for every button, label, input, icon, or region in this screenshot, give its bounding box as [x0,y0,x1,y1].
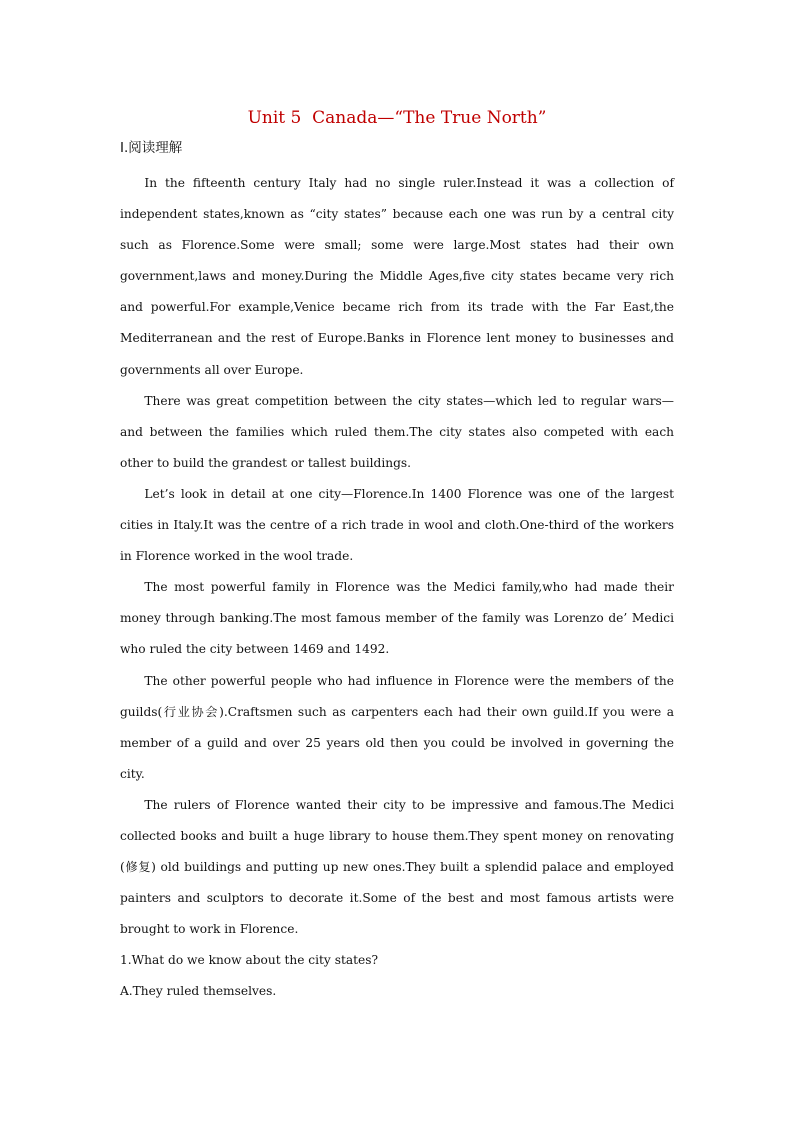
passage-paragraph-1: In the fifteenth century Italy had no single ruler.Instead it was a collection of independent states,known as “city states” because each one was run by a central city such as Florence.Some were small; some were large.Most states had their own government,laws and money.During the Middle Ages,five city states became very rich and powerful.For example,Venice became rich from its trade with the Far East,the Mediterranean and the rest of Europe.Banks in Florence lent money to businesses and governments all over Europe. [120,176,674,377]
answer-option-a: A.They ruled themselves. [120,984,277,999]
passage-paragraph-4: The most powerful family in Florence was the Medici family,who had made their money through banking.The most famous member of the family was Lorenzo de’ Medici who ruled the city between 1469 and 1492. [120,580,674,657]
passage-paragraph-2: There was great competition between the city states—which led to regular wars—and between the families which ruled them.The city states also competed with each other to build the grandest or tallest buildings. [120,393,674,470]
document-title: Unit 5 Canada—“The True North” [247,108,547,128]
section-heading: Ⅰ.阅读理解 [120,140,183,156]
document-page [120,104,674,1008]
passage-paragraph-6: The rulers of Florence wanted their city to be impressive and famous.The Medici collected books and built a huge library to house them.They spent money on renovating (修复) old buildings and putting up new ones.They built a splendid palace and employed painters and sculptors to decorate it.Some of the best and most famous artists were brought to work in Florence. [120,797,674,937]
passage-paragraph-3: Let’s look in detail at one city—Florence.In 1400 Florence was one of the largest cities in Italy.It was the centre of a rich trade in wool and cloth.One-third of the workers in Florence worked in the wool trade. [120,486,674,564]
question-stem: 1.What do we know about the city states? [120,953,379,968]
reading-passage [120,168,674,945]
question-block [120,945,674,1007]
passage-paragraph-5: The other powerful people who had influence in Florence were the members of the guilds(行业协会).Craftsmen such as carpenters each had their own guild.If you were a member of a guild and over 25 years old then you could be involved in governing the city. [120,673,674,781]
